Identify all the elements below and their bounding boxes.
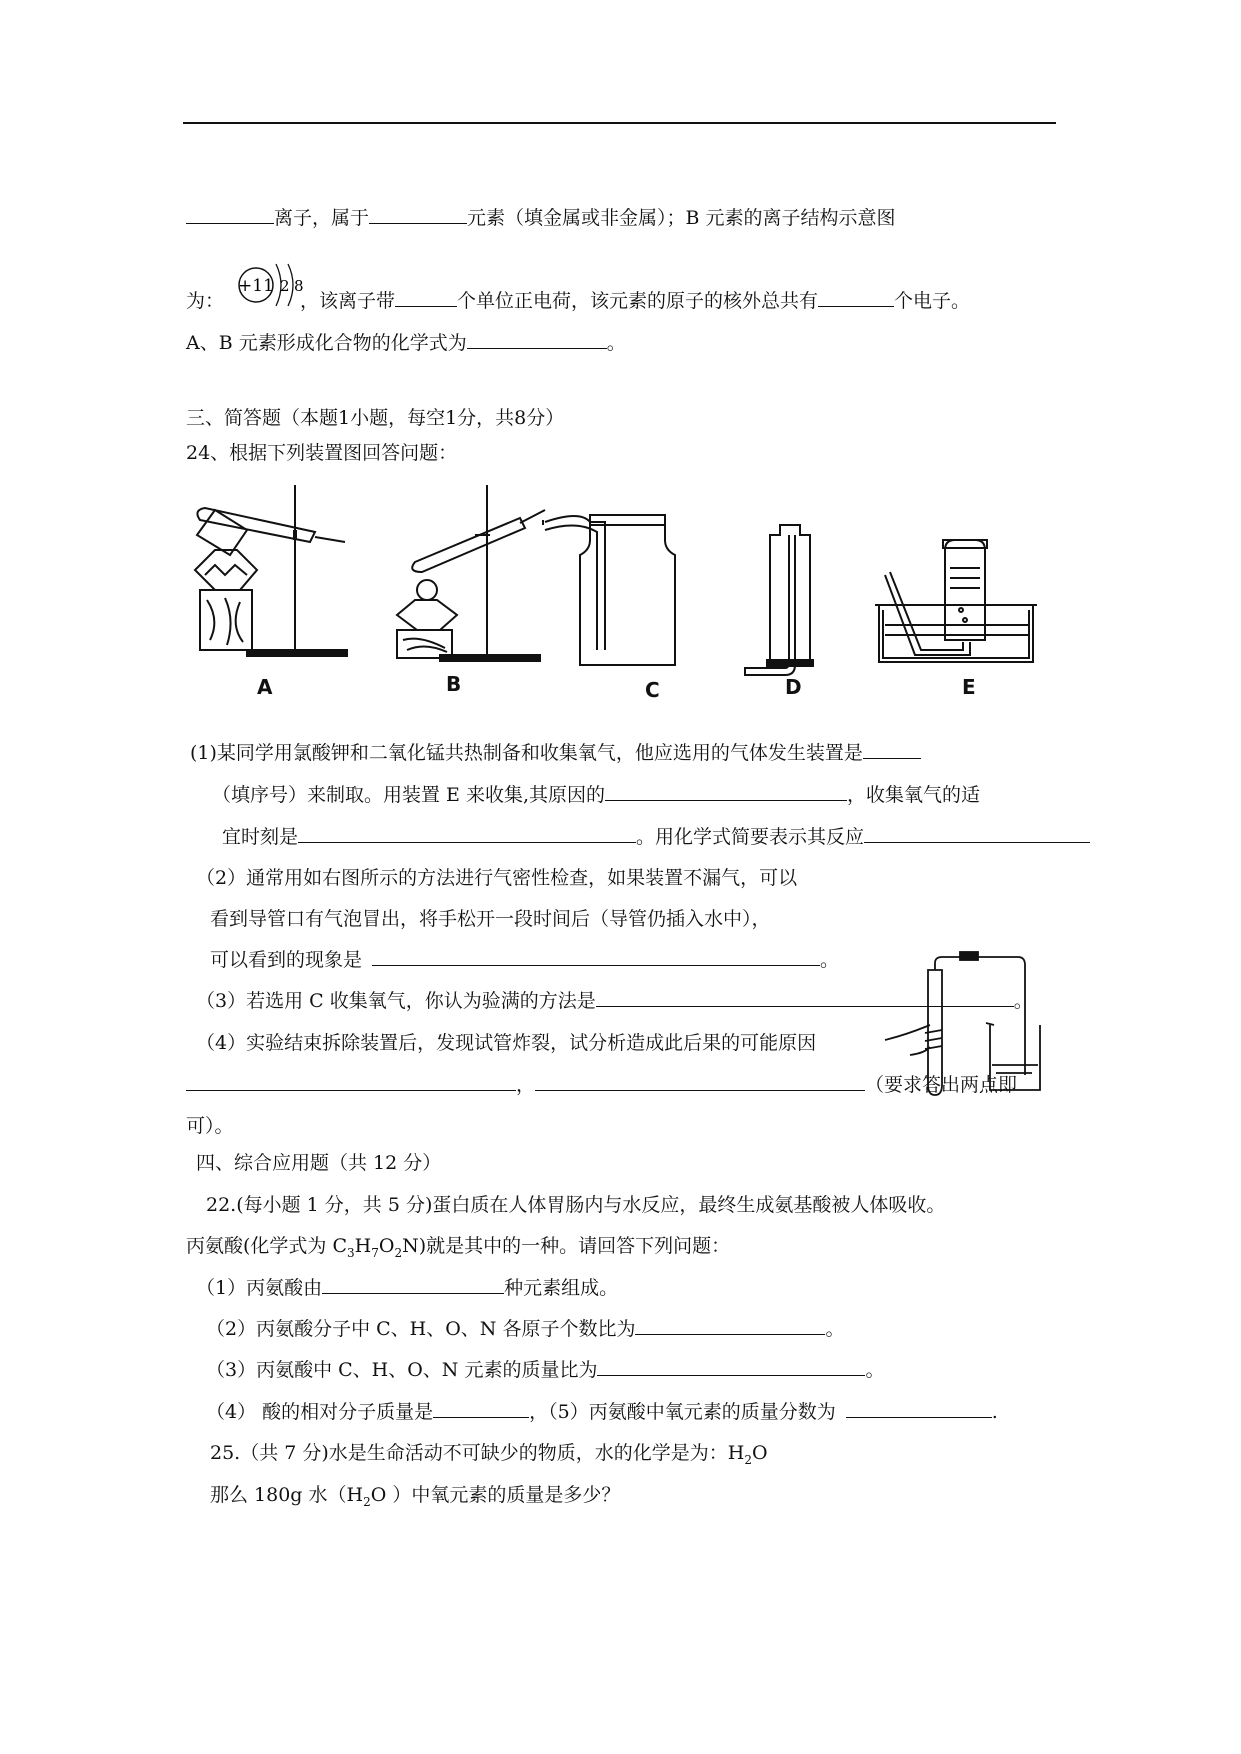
ion-structure-diagram <box>236 258 316 308</box>
apparatus-label-a: A <box>257 675 273 699</box>
nucleus-charge: +11 <box>238 276 274 296</box>
question-25: 25.（共 7 分)水是生命活动不可缺少的物质，水的化学是为：$H_2O$ <box>210 1442 768 1467</box>
question-22-sub-4-5: （4） 酸的相对分子质量是 ，（5）丙氨酸中氧元素的质量分数为 . <box>206 1401 998 1423</box>
apparatus-label-d: D <box>785 675 802 699</box>
section-heading-comprehensive: 四、综合应用题（共 12 分） <box>196 1152 442 1174</box>
section-heading-short-answer: 三、简答题（本题1小题，每空1分，共8分） <box>186 407 565 429</box>
text-line-ion-type: 离子，属于 元素（填金属或非金属）；B 元素的离子结构示意图 <box>186 205 896 231</box>
question-24-part-2: （2）通常用如右图所示的方法进行气密性检查，如果装置不漏气，可以 <box>196 867 798 889</box>
answer-blank[interactable] <box>322 1275 504 1294</box>
answer-blank[interactable] <box>467 330 607 349</box>
question-22: 22.(每小题 1 分，共 5 分)蛋白质在人体胃肠内与水反应，最终生成氨基酸被人体吸收。 <box>206 1194 946 1216</box>
question-22-sub-1: （1）丙氨酸由 种元素组成。 <box>196 1277 619 1299</box>
question-24-part-1-b: （填序号）来制取。用装置 E 来收集,其原因的 ，收集氧气的适 <box>212 784 981 806</box>
text-line-ion-charge: 为： ，该离子带 个单位正电荷，该元素的原子的核外总共有 个电子。 <box>186 290 971 312</box>
apparatus-e <box>875 540 1037 662</box>
answer-blank[interactable] <box>635 1316 825 1335</box>
apparatus-label-e: E <box>962 675 976 699</box>
answer-blank[interactable] <box>372 947 820 966</box>
apparatus-a <box>195 485 347 656</box>
question-24-part-3: （3）若选用 C 收集氧气，你认为验满的方法是 。 <box>196 990 1033 1012</box>
answer-blank[interactable] <box>596 988 1014 1007</box>
answer-blank[interactable] <box>597 1357 865 1376</box>
question-22-sub-2: （2）丙氨酸分子中 C、H、O、N 各原子个数比为 。 <box>206 1318 845 1340</box>
question-24-part-1-c: 宜时刻是 。用化学式简要表示其反应 <box>222 824 1090 850</box>
answer-blank[interactable] <box>433 1399 529 1418</box>
answer-blank[interactable] <box>818 288 894 307</box>
question-25-b: 那么 180g 水（$H_2O$ ）中氧元素的质量是多少？ <box>210 1484 621 1509</box>
answer-blank[interactable] <box>369 205 467 224</box>
answer-blank[interactable] <box>395 288 457 307</box>
answer-blank[interactable] <box>605 782 847 801</box>
answer-blank[interactable] <box>846 1399 992 1418</box>
question-22-b: 丙氨酸(化学式为 $C_3H_7O_2N$)就是其中的一种。请回答下列问题： <box>186 1235 731 1260</box>
question-24-part-4-b: ， （要求答出两点即 <box>186 1072 1017 1098</box>
shell-2-electrons: 8 <box>294 277 304 295</box>
apparatus-c <box>543 515 675 665</box>
header-rule <box>183 122 1056 124</box>
answer-blank[interactable] <box>535 1072 865 1091</box>
answer-blank[interactable] <box>186 205 274 224</box>
question-24-part-4-c: 可）。 <box>186 1115 234 1137</box>
question-24-part-2-b: 看到导管口有气泡冒出，将手松开一段时间后（导管仍插入水中）， <box>210 908 771 930</box>
answer-blank[interactable] <box>863 740 921 759</box>
question-24-part-1: (1)某同学用氯酸钾和二氧化锰共热制备和收集氧气，他应选用的气体发生装置是 <box>190 740 921 766</box>
answer-blank[interactable] <box>864 824 1090 843</box>
question-22-sub-3: （3）丙氨酸中 C、H、O、N 元素的质量比为 。 <box>206 1359 885 1381</box>
answer-blank[interactable] <box>298 824 636 843</box>
apparatus-d <box>745 525 813 675</box>
apparatus-label-c: C <box>645 678 660 702</box>
apparatus-b <box>397 485 545 661</box>
shell-1-electrons: 2 <box>280 277 290 295</box>
text-line-formula: A、B 元素形成化合物的化学式为 。 <box>186 332 626 354</box>
question-24-part-4: （4）实验结束拆除装置后，发现试管炸裂，试分析造成此后果的可能原因 <box>196 1032 817 1054</box>
answer-blank[interactable] <box>186 1072 516 1091</box>
apparatus-label-b: B <box>446 672 462 696</box>
apparatus-figure <box>185 480 1065 710</box>
question-24: 24、根据下列装置图回答问题： <box>186 442 458 464</box>
question-24-part-2-c: 可以看到的现象是 。 <box>210 949 840 971</box>
